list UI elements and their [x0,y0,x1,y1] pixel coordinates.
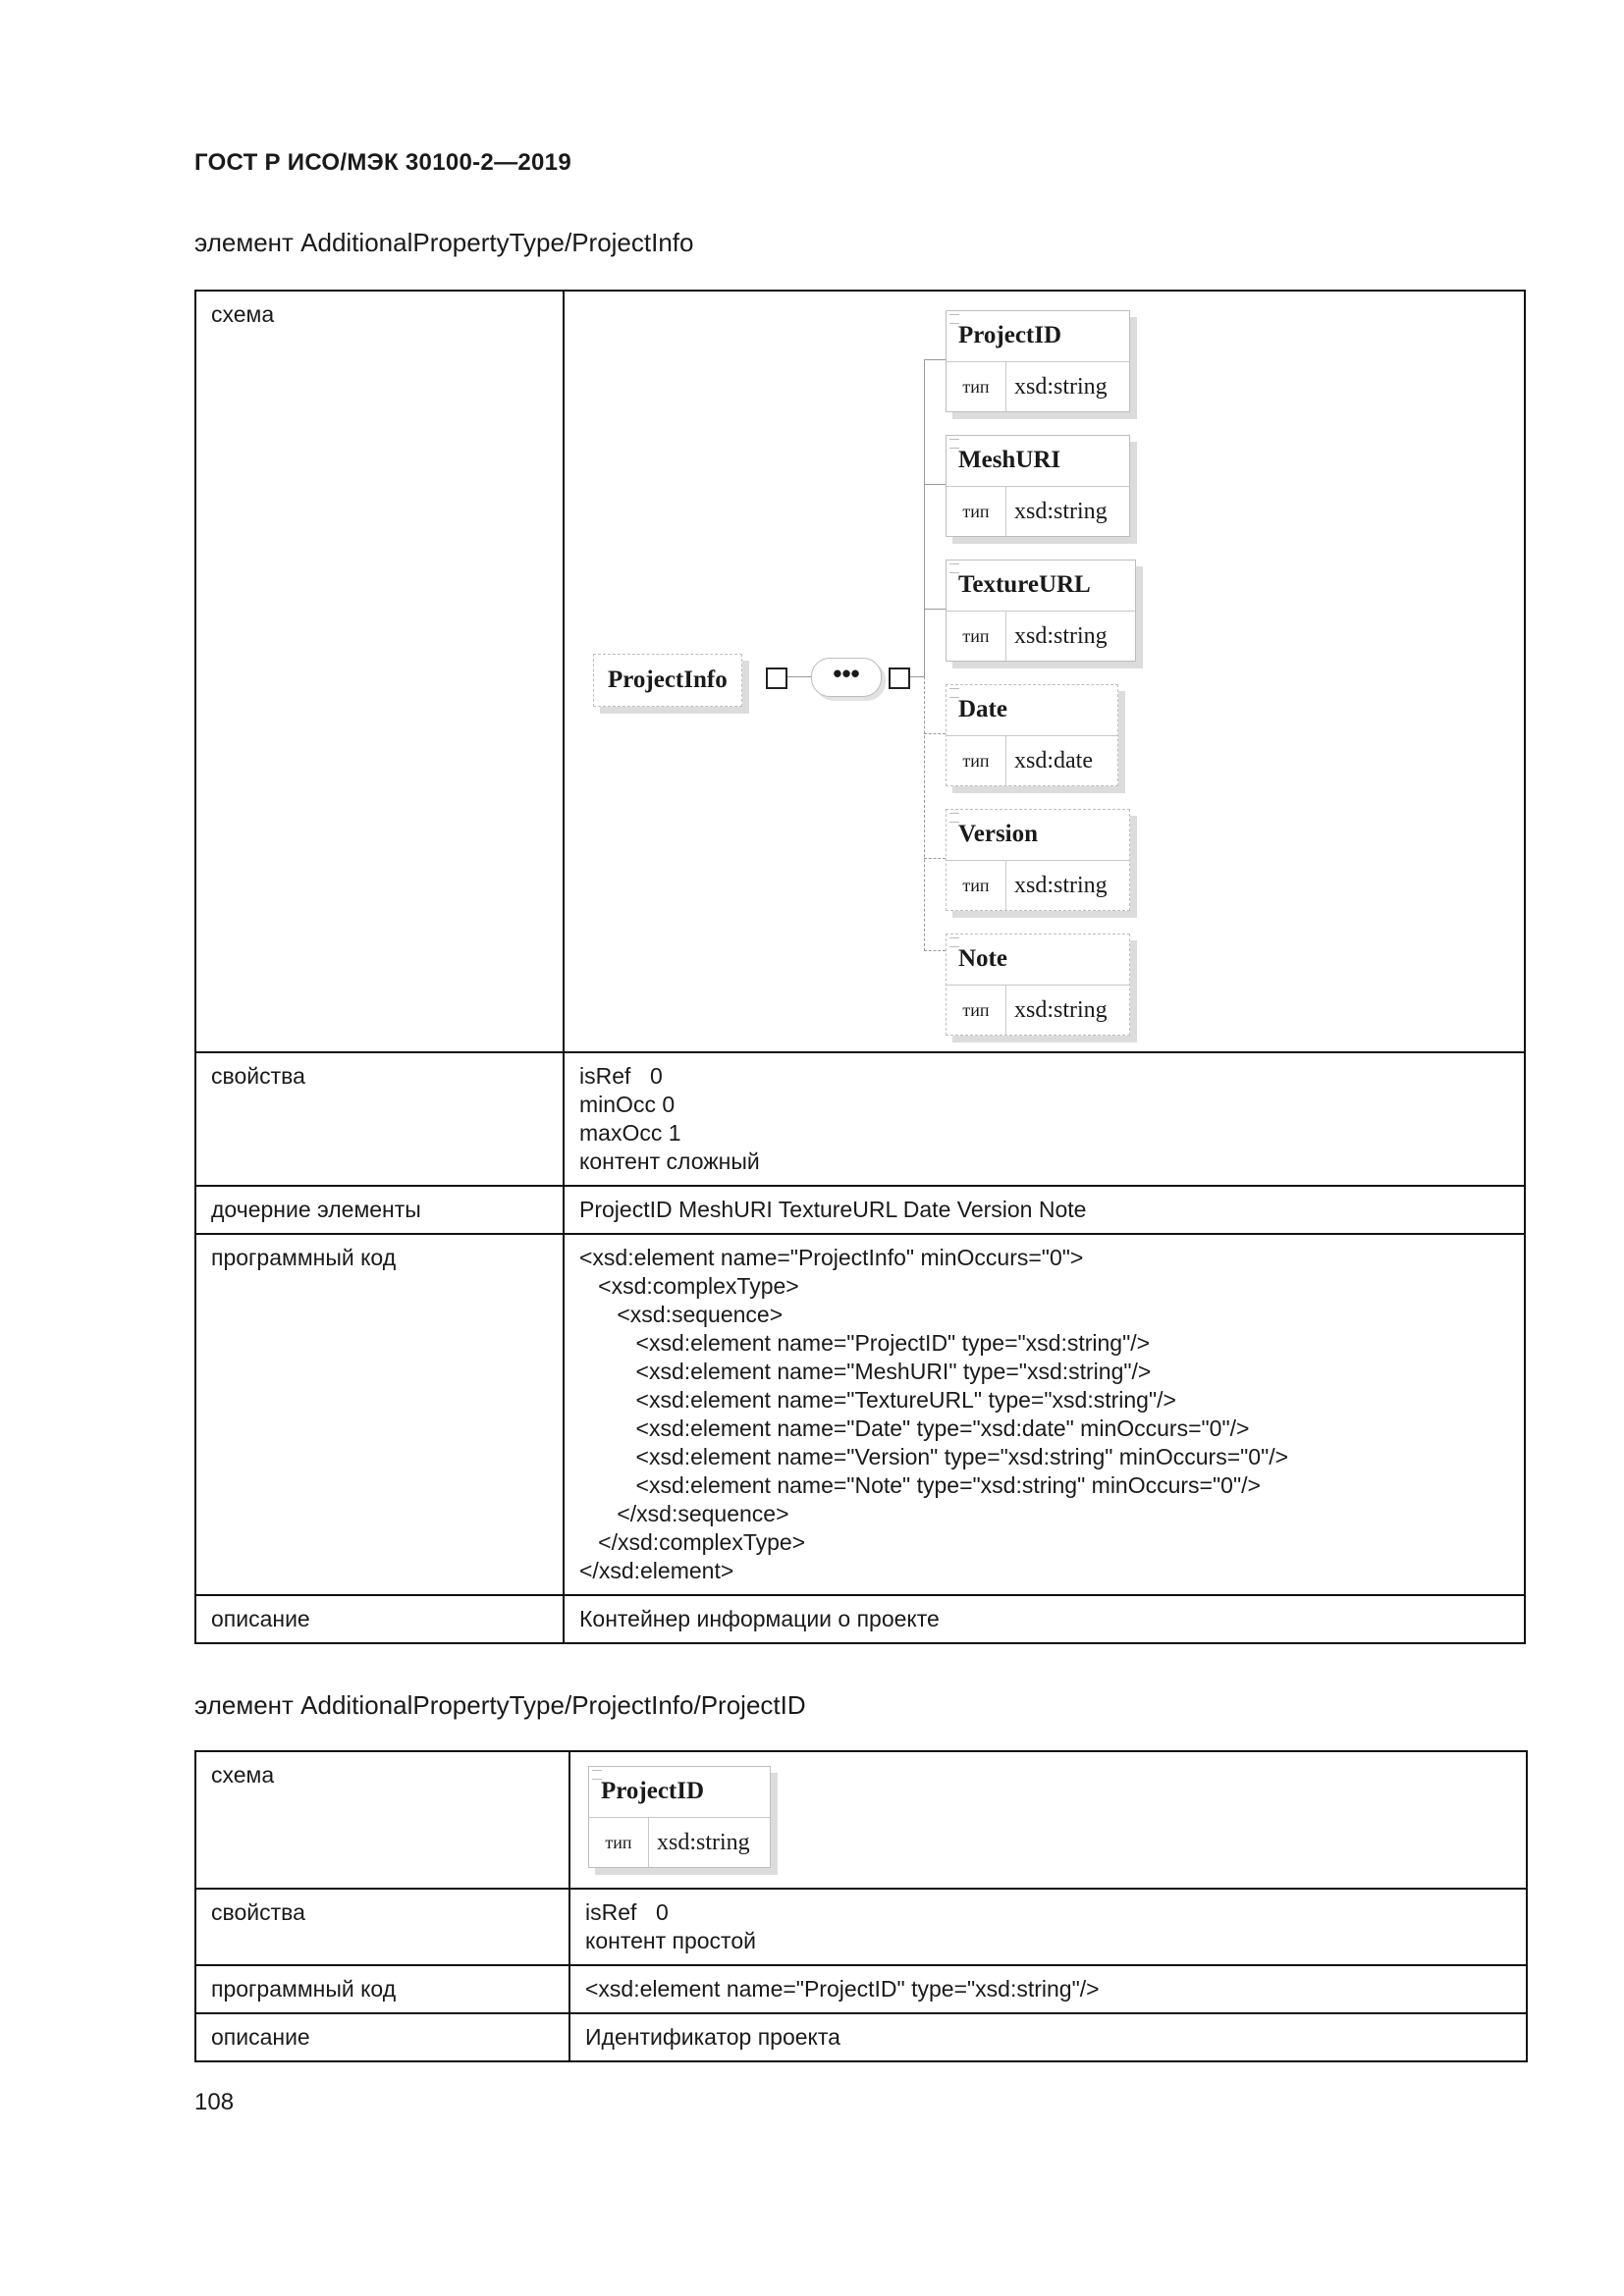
section-title-projectid: элемент AdditionalPropertyType/ProjectInfo/ProjectID [194,1690,806,1720]
element-marker-icon [949,688,959,698]
code-label: программный код [195,1234,564,1595]
root-element-box [593,654,742,707]
property-maxocc: maxOcc 1 [579,1120,681,1146]
properties-cell [569,1889,1527,1965]
child-element-box-note: Note тип xsd:string [946,934,1130,1036]
property-content: контент простой [585,1928,756,1953]
properties-cell [564,1052,1525,1186]
property-isref: isRef 0 [579,1063,663,1089]
table-row [195,1186,1525,1234]
child-element-box-textureurl: TextureURL тип xsd:string [946,560,1136,662]
table-row [195,1751,1527,1889]
description-cell: Идентификатор проекта [569,2013,1527,2061]
element-marker-icon [949,439,959,449]
table-row [195,1595,1525,1643]
table-row [195,2013,1527,2061]
properties-label: свойства [195,1889,569,1965]
connector-branch [924,950,946,951]
schema-label: схема [195,291,564,1052]
connector-branch [924,484,946,485]
table-row [195,1965,1527,2013]
root-element-name: ProjectInfo [608,667,728,693]
connector-branch [924,609,946,610]
sequence-expand-icon[interactable] [889,667,910,689]
projectinfo-spec-table [194,290,1526,1644]
element-marker-icon [949,563,959,573]
section-title-projectinfo: элемент AdditionalPropertyType/ProjectInfo [194,228,694,257]
page-number: 108 [194,2089,235,2115]
schema-label: схема [195,1751,569,1889]
element-marker-icon [949,813,959,823]
table-row [195,1052,1525,1186]
child-element-box-meshuri: MeshURI тип xsd:string [946,435,1130,537]
connector-trunk-solid [924,359,925,676]
property-isref: isRef 0 [585,1899,669,1925]
description-label: описание [195,2013,569,2061]
element-marker-icon [949,937,959,947]
table-row [195,1889,1527,1965]
connector-trunk-dashed [924,676,925,951]
schema-cell [569,1751,1527,1889]
projectid-spec-table [194,1750,1528,2062]
element-marker-icon [592,1770,602,1780]
projectid-schema-diagram [585,1761,1511,1879]
code-cell [564,1234,1525,1595]
connector-branch [924,858,946,859]
properties-label: свойства [195,1052,564,1186]
connector-branch [924,359,946,360]
children-cell: ProjectID MeshURI TextureURL Date Version Note [564,1186,1525,1234]
description-cell: Контейнер информации о проекте [564,1595,1525,1643]
description-label: описание [195,1595,564,1643]
child-element-box-version: Version тип xsd:string [946,809,1130,911]
source-code-block: <xsd:element name="ProjectInfo" minOccurs="0"> <xsd:complexType> <xsd:sequence> <xsd:element name="ProjectID" type="xsd:string"/> <xsd:element name="MeshURI" type="xsd:string"/> <xsd:element name="TextureURL" type="xsd:string"/> <xsd:element name="Date" type="xsd:date" minOccurs="0"/> <xsd:element name="Version" type="xsd:string" minOccurs="0"/> <xsd:element name="Note" type="xsd:string" minOccurs="0"/> </xsd:sequence> </xsd:complexType> </xsd:element> [579,1245,1289,1583]
table-row [195,291,1525,1052]
expand-toggle-icon[interactable] [766,667,787,689]
element-marker-icon [949,314,959,324]
connector-line [787,676,811,677]
document-header: ГОСТ Р ИСО/МЭК 30100-2—2019 [194,149,571,176]
table-row [195,1234,1525,1595]
child-element-box-date: Date тип xsd:date [946,684,1118,786]
children-label: дочерние элементы [195,1186,564,1234]
property-minocc: minOcc 0 [579,1092,676,1117]
element-box-projectid: ProjectID тип xsd:string [588,1766,771,1868]
source-code-block: <xsd:element name="ProjectID" type="xsd:string"/> [585,1976,1100,2002]
connector-branch [924,733,946,734]
property-content: контент сложный [579,1148,760,1174]
projectinfo-schema-diagram [579,300,1509,1042]
connector-line [910,676,924,677]
code-cell [569,1965,1527,2013]
child-element-box-projectid: ProjectID тип xsd:string [946,310,1130,412]
sequence-compositor-icon: ••• [811,658,882,697]
schema-cell [564,291,1525,1052]
code-label: программный код [195,1965,569,2013]
